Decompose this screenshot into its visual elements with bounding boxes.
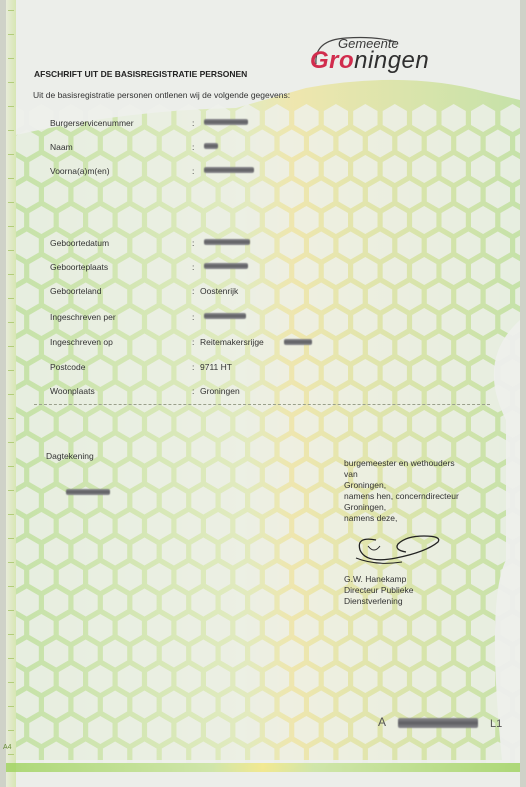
field-colon: :: [192, 142, 195, 152]
signatory-name: G.W. Hanekamp: [344, 574, 407, 584]
field-value: Oostenrijk: [200, 286, 239, 296]
ruler-tick: [8, 346, 14, 347]
footer-redaction: [398, 718, 478, 728]
ruler-tick: [8, 658, 14, 659]
field-colon: :: [192, 337, 195, 347]
ruler-tick: [8, 202, 14, 203]
ruler-tick: [8, 514, 14, 515]
ruler-tick: [8, 490, 14, 491]
ruler-tick: [8, 418, 14, 419]
signature-mark: [346, 528, 446, 568]
ruler-tick: [8, 706, 14, 707]
signatory-role-1: Directeur Publieke: [344, 585, 414, 595]
field-label: Geboorteplaats: [50, 262, 109, 272]
ruler-tick: [8, 274, 14, 275]
footer-a-mark: A: [378, 715, 387, 729]
signatory-block: [344, 458, 459, 524]
ruler-tick: [8, 178, 14, 179]
field-value: Reitemakersrijge: [200, 337, 264, 347]
ruler-tick: [8, 226, 14, 227]
field-redaction: [204, 119, 248, 125]
ruler-tick: [8, 370, 14, 371]
field-label: Geboortedatum: [50, 238, 110, 248]
field-colon: :: [192, 362, 195, 372]
page-edge-strip: [6, 0, 16, 787]
field-colon: :: [192, 312, 195, 322]
ruler-tick: [8, 10, 14, 11]
field-redaction: [204, 263, 248, 269]
ruler-tick: [8, 82, 14, 83]
ruler-tick: [8, 754, 14, 755]
ruler-tick: [8, 34, 14, 35]
ruler-tick: [8, 106, 14, 107]
field-label: Ingeschreven per: [50, 312, 116, 322]
ruler-tick: [8, 154, 14, 155]
ruler-tick: [8, 322, 14, 323]
signatory-line-3: Groningen,: [344, 480, 387, 490]
field-value: 9711 HT: [200, 362, 232, 372]
field-colon: :: [192, 286, 195, 296]
dagtekening-redaction: [66, 489, 110, 495]
signatory-role-2: Dienstverlening: [344, 596, 403, 606]
signatory-line-2: van: [344, 469, 358, 479]
field-colon: :: [192, 166, 195, 176]
ruler-tick: [8, 610, 14, 611]
dagtekening-label: Dagtekening: [46, 451, 94, 461]
field-value: Groningen: [200, 386, 240, 396]
field-colon: :: [192, 262, 195, 272]
field-redaction: [204, 313, 246, 319]
field-label: Burgerservicenummer: [50, 118, 134, 128]
ruler-tick: [8, 466, 14, 467]
field-label: Woonplaats: [50, 386, 95, 396]
field-label: Geboorteland: [50, 286, 102, 296]
ruler-tick: [8, 394, 14, 395]
ruler-tick: [8, 730, 14, 731]
bottom-color-bar: [6, 763, 520, 772]
document-title: AFSCHRIFT UIT DE BASISREGISTRATIE PERSONEN: [34, 69, 248, 79]
document-page: [6, 0, 520, 787]
footer-l1-mark: L1: [490, 718, 503, 730]
separator-line: [34, 404, 490, 405]
signatory-line-4: namens hen, concerndirecteur: [344, 491, 459, 501]
field-redaction: [204, 239, 250, 245]
document-intro: Uit de basisregistratie personen ontlenen wij de volgende gegevens:: [33, 90, 291, 100]
logo-gemeente: Gemeente: [338, 36, 399, 51]
field-redaction: [204, 143, 218, 149]
signatory-line-5: Groningen,: [344, 502, 387, 512]
field-redaction: [204, 167, 254, 173]
ruler-tick: [8, 562, 14, 563]
field-colon: :: [192, 118, 195, 128]
ruler-tick: [8, 538, 14, 539]
field-colon: :: [192, 386, 195, 396]
ruler-tick: [8, 250, 14, 251]
house-number-redaction: [284, 339, 312, 345]
ruler-tick: [8, 298, 14, 299]
logo-accent: Gro: [310, 47, 355, 74]
ruler-tick: [8, 130, 14, 131]
logo-groningen: [310, 47, 429, 75]
field-colon: :: [192, 238, 195, 248]
a4-mark: A4: [3, 744, 12, 751]
field-label: Voorna(a)m(en): [50, 166, 110, 176]
signatory-line-6: namens deze,: [344, 513, 398, 523]
ruler-tick: [8, 682, 14, 683]
ruler-tick: [8, 58, 14, 59]
ruler-tick: [8, 634, 14, 635]
ruler-tick: [8, 442, 14, 443]
logo-rest: ningen: [354, 47, 430, 74]
signatory-name-block: [344, 574, 413, 607]
field-label: Postcode: [50, 362, 86, 372]
ruler-tick: [8, 586, 14, 587]
field-label: Naam: [50, 142, 73, 152]
field-label: Ingeschreven op: [50, 337, 113, 347]
signatory-line-1: burgemeester en wethouders: [344, 458, 455, 468]
